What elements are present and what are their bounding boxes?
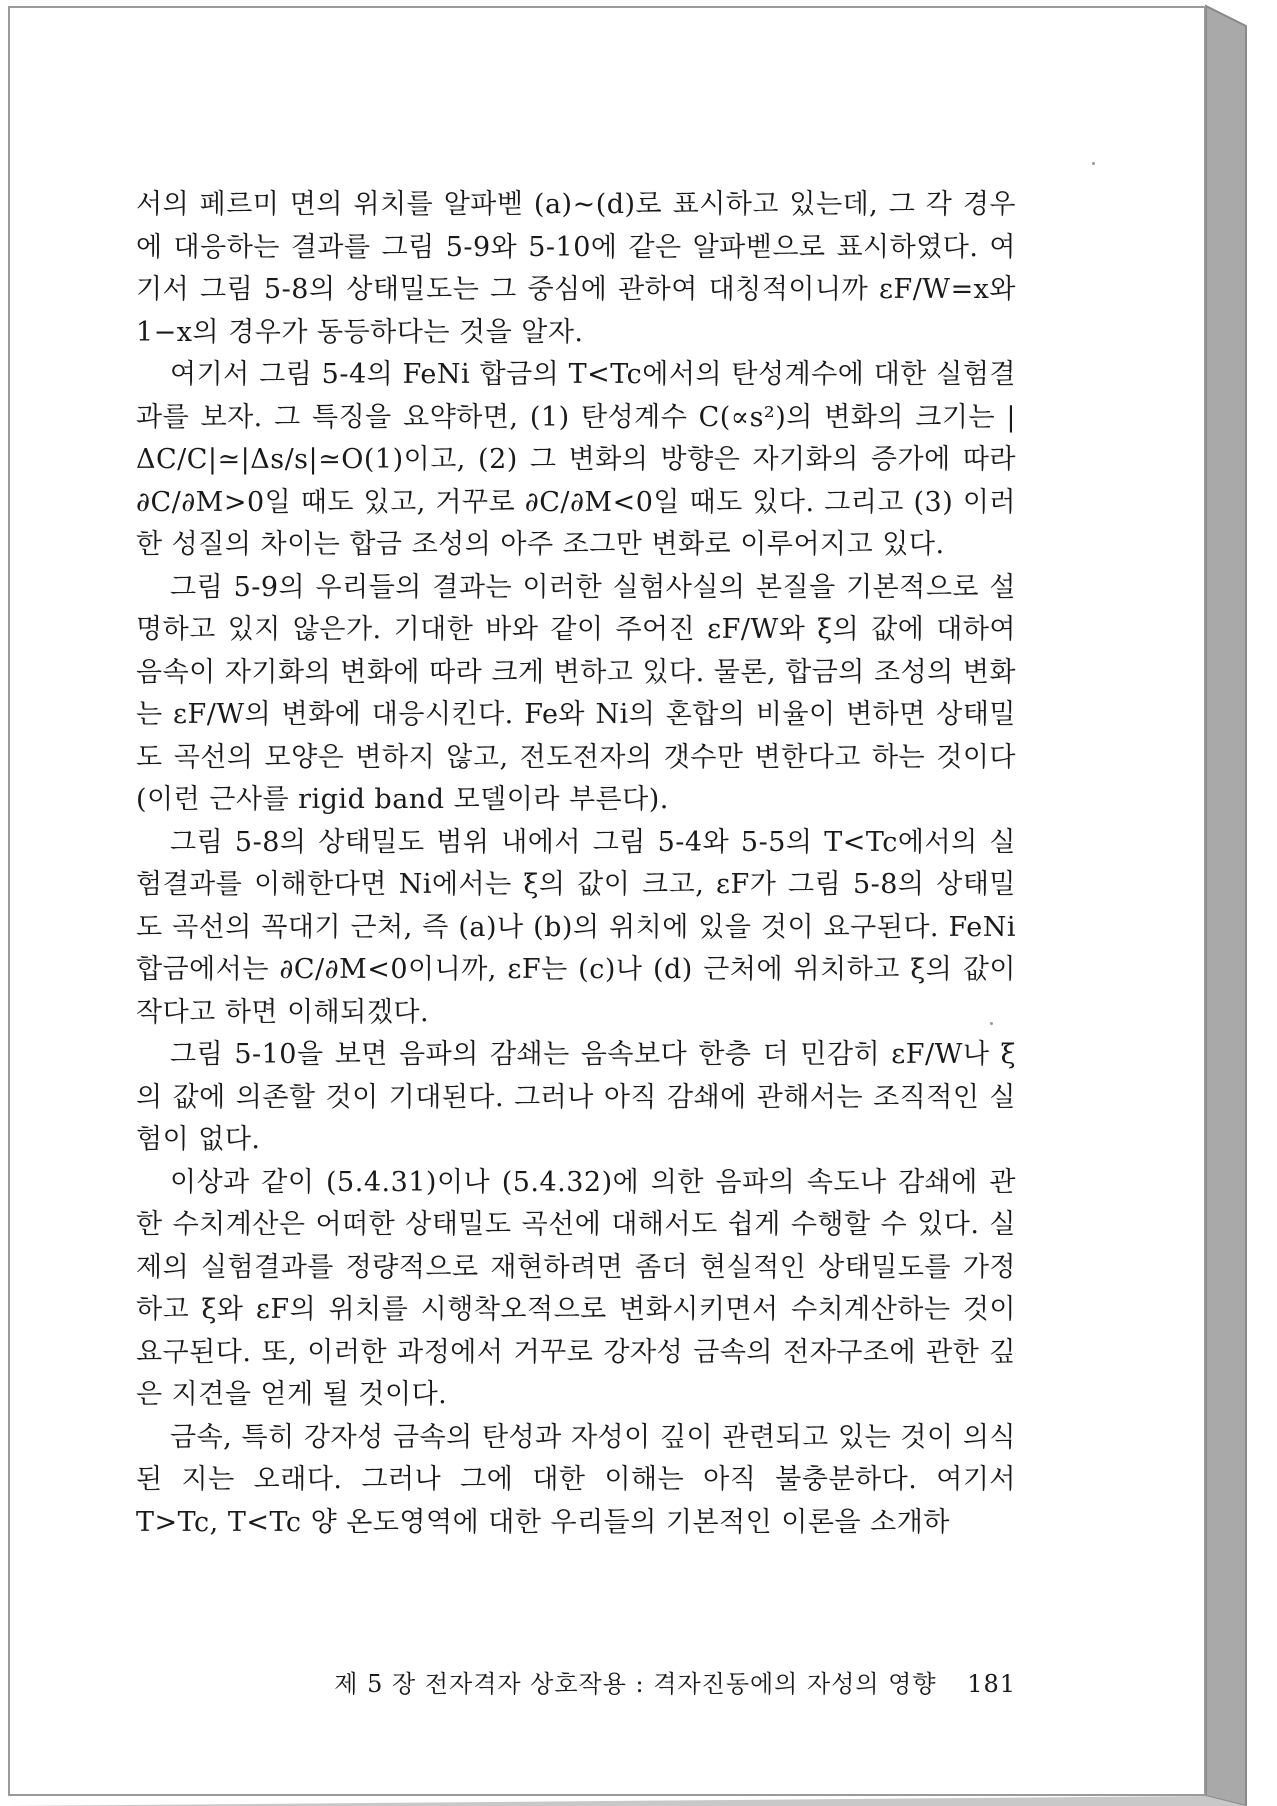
page-number: 181	[967, 1670, 1016, 1698]
paragraph-4: 그림 5-8의 상태밀도 범위 내에서 그림 5-4와 5-5의 T<Tc에서의 실험결과를 이해한다면 Ni에서는 ξ의 값이 크고, εF가 그림 5-8의 상태밀도 곡선의 꼭대기 근처, 즉 (a)나 (b)의 위치에 있을 것이 요구된다. FeNi 합금에서는 ∂C/∂M<0이니까, εF는 (c)나 (d) 근처에 위치하고 ξ의 값이 작다고 하면 이해되겠다.	[136, 826, 1016, 1028]
running-footer-chapter: 제 5 장 전자격자 상호작용 : 격자진동에의 자성의 영향	[334, 1670, 937, 1698]
paragraph-5: 그림 5-10을 보면 음파의 감쇄는 음속보다 한층 더 민감히 εF/W나 ξ의 값에 의존할 것이 기대된다. 그러나 아직 감쇄에 관해서는 조직적인 실험이 없다.	[136, 1039, 1016, 1155]
paragraph-2: 여기서 그림 5-4의 FeNi 합금의 T<Tc에서의 탄성계수에 대한 실험결과를 보자. 그 특징을 요약하면, (1) 탄성계수 C(∝s²)의 변화의 크기는 |ΔC/C|≃|Δs/s|≃O(1)이고, (2) 그 변화의 방향은 자기화의 증가에 따라 ∂C/∂M>0일 때도 있고, 거꾸로 ∂C/∂M<0일 때도 있다. 그리고 (3) 이러한 성질의 차이는 합금 조성의 아주 조그만 변화로 이루어지고 있다.	[136, 359, 1016, 560]
paragraph-3: 그림 5-9의 우리들의 결과는 이러한 실험사실의 본질을 기본적으로 설명하고 있지 않은가. 기대한 바와 같이 주어진 εF/W와 ξ의 값에 대하여 음속이 자기화의 변화에 따라 크게 변하고 있다. 물론, 합금의 조성의 변화는 εF/W의 변화에 대응시킨다. Fe와 Ni의 혼합의 비율이 변하면 상태밀도 곡선의 모양은 변하지 않고, 전도전자의 갯수만 변한다고 하는 것이다(이런 근사를 rigid band 모델이라 부른다).	[136, 571, 1016, 815]
paragraph-6: 이상과 같이 (5.4.31)이나 (5.4.32)에 의한 음파의 속도나 감쇄에 관한 수치계산은 어떠한 상태밀도 곡선에 대해서도 쉽게 수행할 수 있다. 실제의 실험결과를 정량적으로 재현하려면 좀더 현실적인 상태밀도를 가정하고 ξ와 εF의 위치를 시행착오적으로 변화시키면서 수치계산하는 것이 요구된다. 또, 이러한 과정에서 거꾸로 강자성 금속의 전자구조에 관한 깊은 지견을 얻게 될 것이다.	[136, 1166, 1016, 1410]
page-footer	[136, 1664, 1016, 1699]
paragraph-1: 서의 페르미 면의 위치를 알파벧 (a)~(d)로 표시하고 있는데, 그 각 경우에 대응하는 결과를 그림 5-9와 5-10에 같은 알파벧으로 표시하였다. 여기서 그림 5-8의 상태밀도는 그 중심에 관하여 대칭적이니까 εF/W=x와 1−x의 경우가 동등하다는 것을 알자.	[136, 189, 1016, 348]
paragraph-7: 금속, 특히 강자성 금속의 탄성과 자성이 깊이 관련되고 있는 것이 의식된 지는 오래다. 그러나 그에 대한 이해는 아직 불충분하다. 여기서 T>Tc, T<Tc 양 온도영역에 대한 우리들의 기본적인 이론을 소개하	[136, 1421, 1016, 1538]
scan-speck	[990, 1022, 993, 1025]
body-text	[136, 184, 1016, 1544]
scan-speck	[1092, 162, 1095, 165]
